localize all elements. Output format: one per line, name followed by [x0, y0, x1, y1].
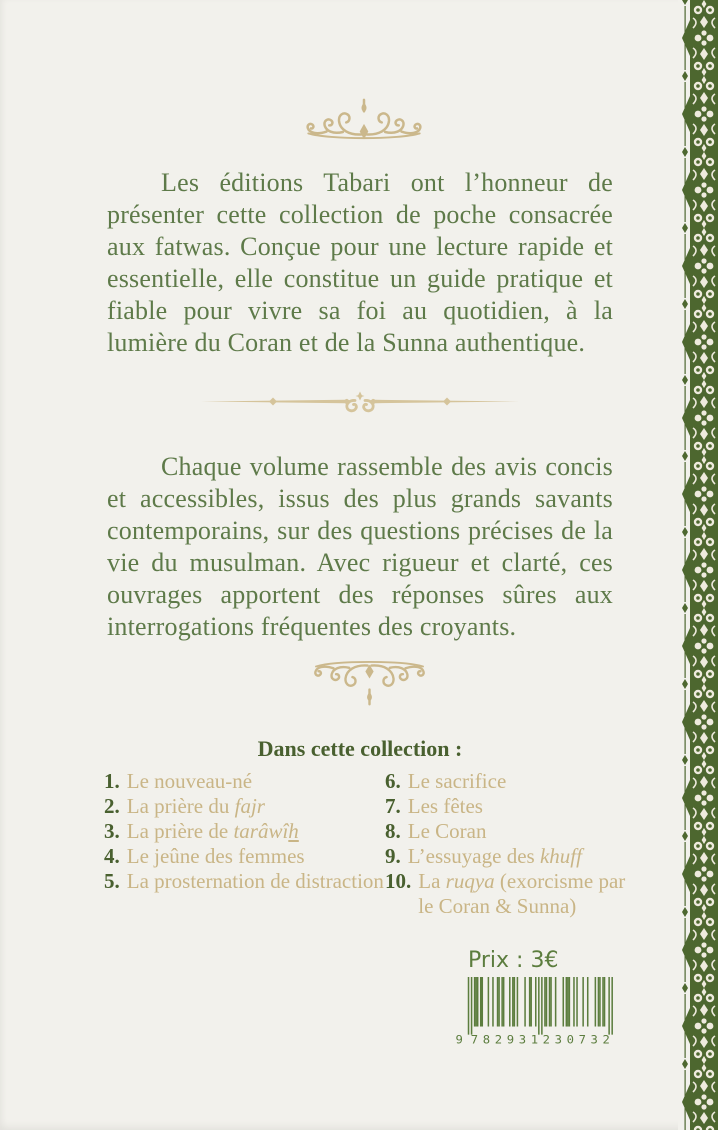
collection-item	[385, 819, 634, 844]
item-title: Les fêtes	[407, 794, 483, 818]
arabesque-border	[678, 0, 718, 1130]
collection-list-right	[385, 769, 634, 919]
item-title: Le jeûne des femmes	[126, 844, 305, 868]
item-title: Le Coran	[407, 819, 487, 843]
collection-item	[104, 869, 385, 894]
item-title: Le nouveau-né	[126, 769, 253, 793]
description-paragraph: Chaque volume rassemble des avis concis et accessibles, issus des plus grands savants contemporains, sur des questions précises de la vie du musulman. Avec rigueur et clarté, ces ouvrages apportent des réponses sûres aux interrogations fréquentes des croyants.	[107, 452, 613, 641]
collection-item	[385, 769, 634, 794]
item-title: Le sacrifice	[407, 769, 507, 793]
item-number: 5.	[104, 869, 120, 893]
intro-paragraph: Les éditions Tabari ont l’honneur de présenter cette collection de poche consacrée aux fatwas. Conçue pour une lecture rapide et essentielle, elle constitue un guide pratique et fiable pour vivre sa foi au quotidien, à la lumière du Coran et de la Sunna authentique.	[107, 168, 613, 357]
collection-item	[104, 769, 385, 794]
item-title: La ruqya (exorcisme par le Coran & Sunna)	[418, 869, 626, 918]
item-number: 4.	[104, 844, 120, 868]
item-title: La prière de tarâwîh	[126, 819, 299, 843]
item-number: 6.	[385, 769, 401, 793]
item-title: L’essuyage des khuff	[407, 844, 582, 868]
collection-item	[385, 844, 634, 869]
barcode-digits: 9	[455, 1032, 463, 1045]
divider-ornament	[197, 388, 523, 415]
collection-item	[385, 869, 634, 919]
item-number: 8.	[385, 819, 401, 843]
collection-lists	[104, 769, 634, 919]
item-number: 3.	[104, 819, 120, 843]
price-label: Prix : 3€	[468, 948, 559, 973]
item-title: La prosternation de distraction	[126, 869, 384, 893]
collection-list-left	[104, 769, 385, 919]
item-number: 1.	[104, 769, 120, 793]
item-number: 2.	[104, 794, 120, 818]
item-title: La prière du fajr	[126, 794, 265, 818]
collection-item	[104, 844, 385, 869]
barcode-digits: 230732	[542, 1032, 610, 1045]
collection-item	[104, 794, 385, 819]
barcode	[454, 977, 616, 1045]
barcode-digits: 782931	[470, 1032, 539, 1045]
collection-item	[104, 819, 385, 844]
item-number: 9.	[385, 844, 401, 868]
flourish-ornament-top	[299, 96, 429, 144]
item-number: 7.	[385, 794, 401, 818]
flourish-ornament-bottom	[304, 660, 435, 708]
collection-heading: Dans cette collection :	[257, 736, 463, 761]
item-number: 10.	[385, 869, 412, 893]
collection-item	[385, 794, 634, 819]
